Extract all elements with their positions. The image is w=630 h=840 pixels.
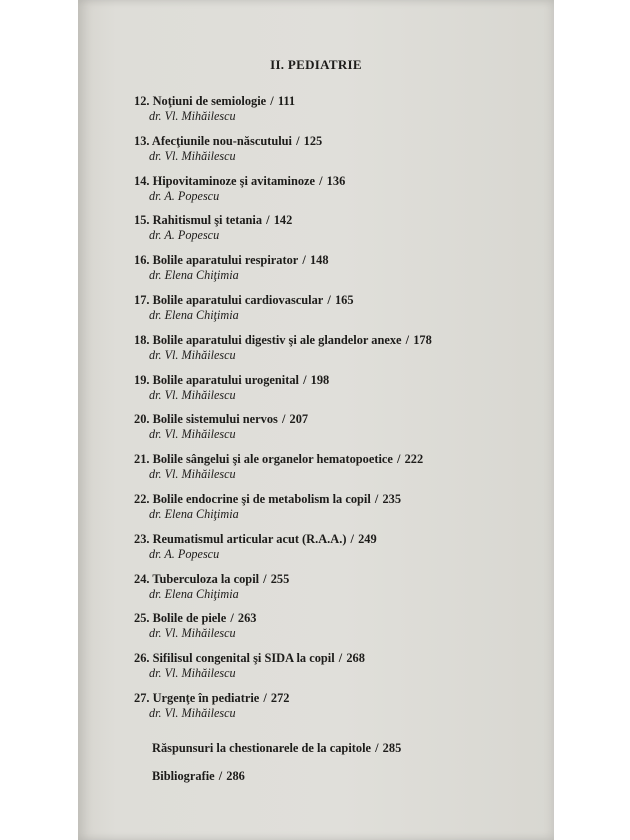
entry-title: 15. Rahitismul şi tetania	[134, 213, 263, 228]
entry-title-line: 23. Reumatismul articular acut (R.A.A.) / 249	[134, 531, 377, 546]
entry-page: 272	[270, 690, 290, 705]
toc-entry	[134, 372, 544, 412]
toc-entry	[134, 411, 544, 451]
entry-title-line: 16. Bolile aparatului respirator / 148	[134, 253, 329, 268]
toc-entry	[134, 173, 544, 213]
entry-title: 21. Bolile sângelui şi ale organelor hematopoetice	[134, 452, 393, 467]
entry-author: dr. Vl. Mihăilescu	[149, 387, 236, 402]
entry-title: 20. Bolile sistemului nervos	[134, 412, 278, 427]
table-of-contents	[134, 93, 544, 730]
entry-title: 12. Noţiuni de semiologie	[134, 94, 267, 108]
entry-page: 268	[346, 651, 365, 666]
toc-entry	[134, 451, 544, 491]
entry-author: dr. Vl. Mihăilescu	[149, 626, 236, 641]
entry-title: 16. Bolile aparatului respirator	[134, 253, 299, 268]
entry-author: dr. Vl. Mihăilescu	[149, 427, 236, 442]
toc-entry	[134, 93, 544, 133]
entry-page: 255	[270, 571, 290, 586]
entry-title-line: 12. Noţiuni de semiologie / 111	[134, 94, 296, 108]
entry-title-line: 25. Bolile de piele / 263	[134, 611, 257, 626]
entry-title-line: 15. Rahitismul şi tetania / 142	[134, 213, 293, 228]
toc-entry	[134, 690, 544, 730]
entry-author: dr. Vl. Mihăilescu	[149, 148, 236, 163]
toc-entry	[134, 571, 544, 611]
entry-author: dr. Vl. Mihăilescu	[149, 109, 236, 123]
entry-title: 25. Bolile de piele	[134, 611, 227, 626]
entry-title: 14. Hipovitaminoze şi avitaminoze	[134, 173, 316, 188]
bibliography-entry: Bibliografie / 286	[152, 769, 245, 783]
toc-entry	[134, 332, 544, 372]
entry-page: 235	[382, 491, 402, 506]
toc-entry	[134, 133, 544, 173]
entry-title: 18. Bolile aparatului digestiv şi ale glandelor anexe	[134, 332, 402, 347]
entry-author: dr. A. Popescu	[149, 546, 220, 561]
toc-entry	[134, 650, 544, 690]
entry-page: 142	[273, 213, 293, 228]
entry-title: 13. Afecţiunile nou-născutului	[134, 133, 293, 148]
entry-page: 207	[289, 412, 309, 427]
entry-title-line: 24. Tuberculoza la copil / 255	[134, 571, 290, 586]
entry-title-line: 21. Bolile sângelui şi ale organelor hematopoetice / 222	[134, 452, 424, 467]
entry-title: 26. Sifilisul congenital şi SIDA la copil	[134, 651, 335, 666]
entry-title: 19. Bolile aparatului urogenital	[134, 372, 299, 387]
toc-entry	[134, 531, 544, 571]
entry-page: 249	[358, 531, 377, 546]
entry-author: dr. A. Popescu	[149, 188, 220, 203]
entry-author: dr. Vl. Mihăilescu	[149, 666, 236, 681]
entry-page: 111	[277, 94, 296, 108]
answers-entry: Răspunsuri la chestionarele de la capitole / 285	[152, 741, 402, 755]
entry-title: 24. Tuberculoza la copil	[134, 571, 260, 586]
entry-page: 178	[413, 332, 432, 347]
entry-page: 125	[303, 133, 323, 148]
entry-title-line: 20. Bolile sistemului nervos / 207	[134, 412, 309, 427]
entry-title: 23. Reumatismul articular acut (R.A.A.)	[134, 531, 347, 546]
entry-author: dr. A. Popescu	[149, 228, 220, 243]
entry-author: dr. Elena Chiţimia	[149, 506, 239, 521]
entry-title: 22. Bolile endocrine şi de metabolism la copil	[134, 491, 371, 506]
bibliography-page: 286	[226, 769, 245, 783]
entry-page: 263	[237, 611, 257, 626]
entry-title-line: 26. Sifilisul congenital şi SIDA la copil / 268	[134, 651, 365, 666]
entry-author: dr. Vl. Mihăilescu	[149, 347, 236, 362]
entry-author: dr. Elena Chiţimia	[149, 307, 239, 322]
toc-entry	[134, 252, 544, 292]
entry-author: dr. Vl. Mihăilescu	[149, 467, 236, 482]
toc-entry	[134, 491, 544, 531]
entry-author: dr. Vl. Mihăilescu	[149, 705, 236, 720]
entry-title-line: 17. Bolile aparatului cardiovascular / 165	[134, 292, 354, 307]
entry-title-line: 19. Bolile aparatului urogenital / 198	[134, 372, 330, 387]
section-title: II. PEDIATRIE	[270, 57, 362, 72]
entry-page: 148	[309, 253, 329, 268]
entry-title-line: 18. Bolile aparatului digestiv şi ale glandelor anexe / 178	[134, 332, 432, 347]
entry-page: 165	[334, 292, 354, 307]
toc-entry	[134, 610, 544, 650]
toc-entry	[134, 292, 544, 332]
entry-title-line: 13. Afecţiunile nou-născutului / 125	[134, 133, 323, 148]
entry-author: dr. Elena Chiţimia	[149, 586, 239, 601]
entry-title: 17. Bolile aparatului cardiovascular	[134, 292, 324, 307]
entry-page: 136	[326, 173, 346, 188]
entry-author: dr. Elena Chiţimia	[149, 268, 239, 283]
entry-page: 198	[310, 372, 330, 387]
bibliography-title: Bibliografie	[152, 769, 215, 783]
answers-title: Răspunsuri la chestionarele de la capitole	[152, 741, 372, 755]
answers-page: 285	[382, 741, 402, 755]
entry-title: 27. Urgenţe în pediatrie	[134, 690, 260, 705]
entry-title-line: 27. Urgenţe în pediatrie / 272	[134, 690, 290, 705]
entry-page: 222	[404, 452, 424, 467]
book-page	[78, 0, 554, 840]
entry-title-line: 22. Bolile endocrine şi de metabolism la copil / 235	[134, 491, 402, 506]
toc-entry	[134, 212, 544, 252]
entry-title-line: 14. Hipovitaminoze şi avitaminoze / 136	[134, 173, 346, 188]
